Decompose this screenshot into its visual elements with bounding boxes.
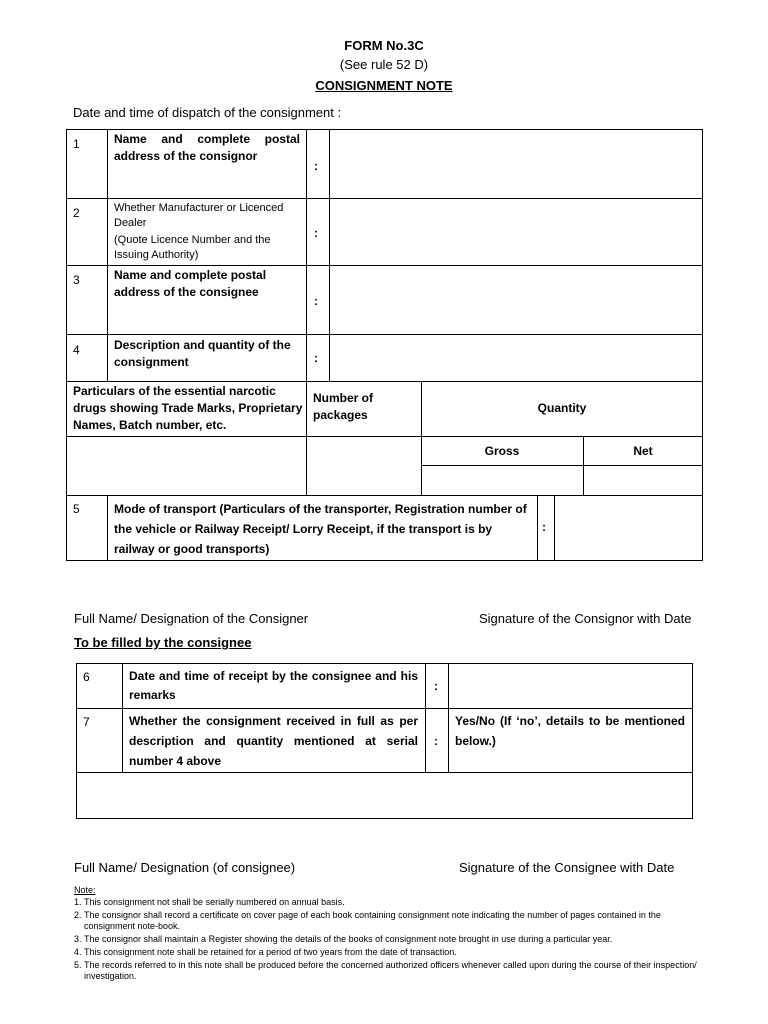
consignor-signature-label: Signature of the Consignor with Date bbox=[479, 611, 692, 626]
receipt-field[interactable] bbox=[449, 664, 692, 707]
colon: : bbox=[434, 679, 438, 693]
notes-list bbox=[74, 897, 700, 982]
colon: : bbox=[542, 520, 546, 534]
colon: : bbox=[314, 351, 318, 365]
dispatch-label: Date and time of dispatch of the consignment : bbox=[73, 105, 342, 120]
colon: : bbox=[314, 226, 318, 240]
manufacturer-field[interactable] bbox=[330, 199, 702, 264]
consignee-address-label: Name and complete postal address of the consignee bbox=[114, 268, 267, 299]
transport-label: Mode of transport (Particulars of the transporter, Registration number of the vehicle or Railway Receipt/ Lorry Receipt, if the transport is by railway or good transports) bbox=[114, 502, 527, 556]
consignor-address-label: Name and complete postal address of the consignor bbox=[114, 132, 300, 163]
net-field[interactable] bbox=[584, 466, 702, 494]
colon: : bbox=[434, 734, 438, 748]
consignee-designation-label: Full Name/ Designation (of consignee) bbox=[74, 860, 296, 875]
list-item: 3. The consignor shall maintain a Register showing the details of the books of consignment note brought in use during a particular year. bbox=[74, 934, 613, 944]
rule-reference: (See rule 52 D) bbox=[339, 57, 429, 72]
colon: : bbox=[314, 294, 318, 308]
consignee-signature-label: Signature of the Consignee with Date bbox=[459, 860, 675, 875]
gross-field[interactable] bbox=[422, 466, 582, 494]
net-label: Net bbox=[633, 444, 653, 458]
licence-label: (Quote Licence Number and the Issuing Authority) bbox=[114, 234, 271, 261]
row-number-6: 6 bbox=[83, 670, 90, 684]
quantity-label: Quantity bbox=[537, 401, 587, 415]
list-item: 1. This consignment not shall be serially numbered on annual basis. bbox=[74, 897, 345, 907]
page-title: CONSIGNMENT NOTE bbox=[315, 78, 453, 93]
form-number: FORM No.3C bbox=[344, 38, 424, 53]
consignee-address-field[interactable] bbox=[330, 266, 702, 333]
list-item: 5. The records referred to in this note shall be produced before the concerned authorized officers whenever called upon during the course of their inspection/ investigation. bbox=[74, 960, 697, 981]
particulars-label: Particulars of the essential narcotic drugs showing Trade Marks, Proprietary Names, Batch number, etc. bbox=[73, 384, 303, 432]
manufacturer-label: Whether Manufacturer or Licenced Dealer bbox=[114, 202, 284, 229]
number-of-packages-label: Number of packages bbox=[313, 391, 373, 422]
consignee-heading: To be filled by the consignee bbox=[74, 635, 252, 650]
consigner-designation-label: Full Name/ Designation of the Consigner bbox=[74, 611, 309, 626]
description-label: Description and quantity of the consignment bbox=[114, 338, 291, 369]
row-number-2: 2 bbox=[73, 206, 80, 220]
row-number-1: 1 bbox=[73, 137, 80, 151]
gross-label: Gross bbox=[484, 444, 520, 458]
colon: : bbox=[314, 159, 318, 173]
row-number-7: 7 bbox=[83, 715, 90, 729]
particulars-field[interactable] bbox=[67, 437, 305, 494]
row-number-4: 4 bbox=[73, 343, 80, 357]
list-item: 2. The consignor shall record a certificate on cover page of each book containing consignment note indicating the number of pages contained in the consignment note-book. bbox=[74, 910, 661, 931]
description-field[interactable] bbox=[330, 335, 702, 380]
list-item: 4. This consignment note shall be retained for a period of two years from the date of transaction. bbox=[74, 947, 457, 957]
row-number-3: 3 bbox=[73, 273, 80, 287]
consignor-address-field[interactable] bbox=[330, 130, 702, 197]
row-number-5: 5 bbox=[73, 502, 80, 516]
notes-heading: Note: bbox=[74, 885, 96, 895]
transport-field[interactable] bbox=[555, 496, 702, 560]
remarks-field[interactable] bbox=[77, 773, 692, 818]
received-in-full-label: Whether the consignment received in full as per description and quantity mentioned at serial number 4 above bbox=[129, 714, 418, 768]
yes-no-value: Yes/No (If ‘no’, details to be mentioned below.) bbox=[455, 714, 685, 748]
packages-field[interactable] bbox=[307, 437, 420, 494]
receipt-label: Date and time of receipt by the consignee and his remarks bbox=[129, 669, 418, 702]
